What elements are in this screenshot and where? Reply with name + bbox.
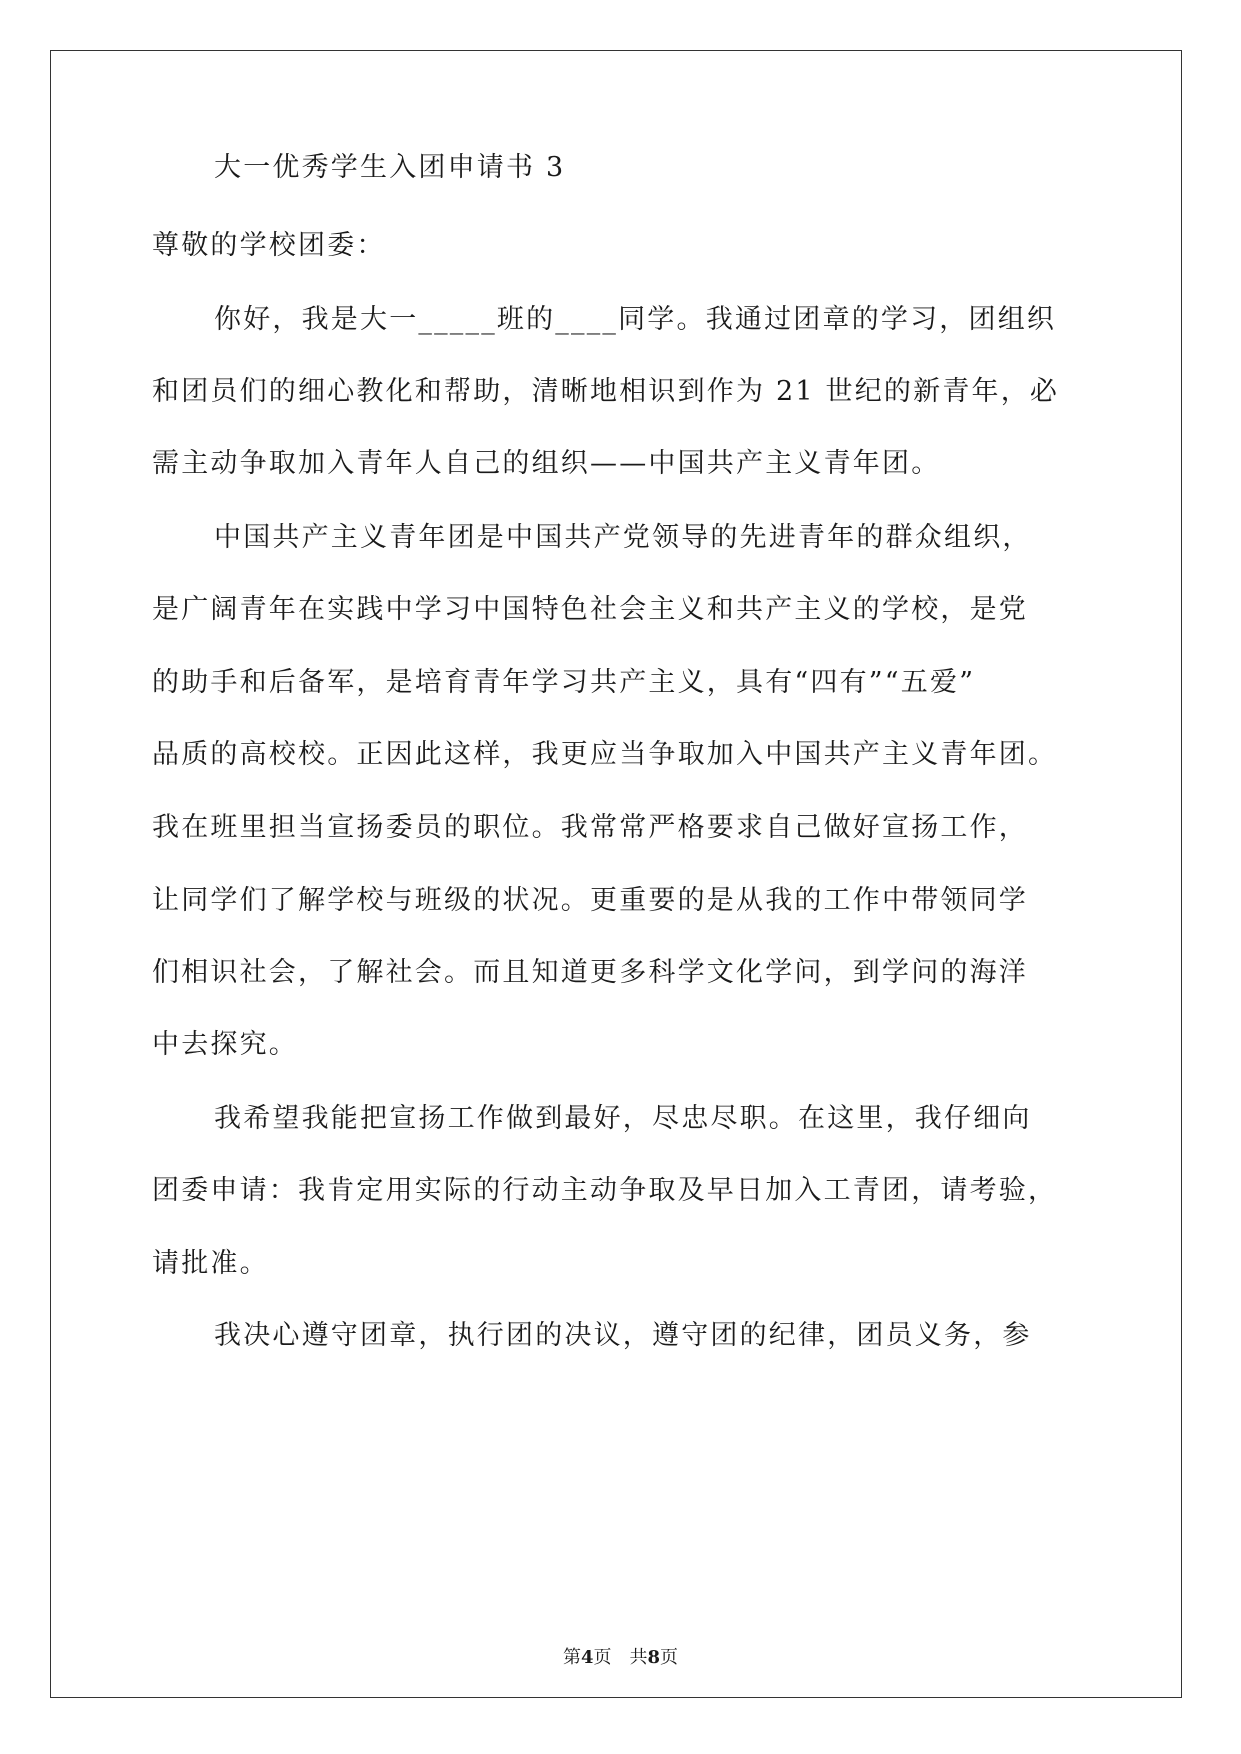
paragraph-line: 请批准。 (152, 1248, 269, 1279)
paragraph-line: 我决心遵守团章，执行团的决议，遵守团的纪律，团员义务，参 (214, 1320, 1032, 1351)
paragraph-line: 们相识社会，了解社会。而且知道更多科学文化学问，到学问的海洋 (152, 957, 1028, 988)
paragraph-line: 团委申请：我肯定用实际的行动主动争取及早日加入工青团，请考验， (152, 1175, 1058, 1206)
document-title: 大一优秀学生入团申请书 3 (214, 152, 566, 183)
total-suffix: 页 (660, 1647, 679, 1668)
page-number: 4 (580, 1647, 594, 1668)
total-prefix: 共 (629, 1647, 648, 1668)
total-pages: 8 (647, 1647, 661, 1668)
paragraph-line: 需主动争取加入青年人自己的组织——中国共产主义青年团。 (152, 448, 941, 479)
paragraph-line: 品质的高校校。正因此这样，我更应当争取加入中国共产主义青年团。 (152, 739, 1058, 770)
page-suffix: 页 (593, 1647, 612, 1668)
page-prefix: 第 (562, 1647, 581, 1668)
paragraph-line: 你好，我是大一_____班的____同学。我通过团章的学习，团组织 (214, 304, 1057, 335)
page-border (50, 50, 1182, 1698)
paragraph-line: 的助手和后备军，是培育青年学习共产主义，具有“四有”“五爱” (152, 667, 976, 698)
paragraph-line: 我希望我能把宣扬工作做到最好，尽忠尽职。在这里，我仔细向 (214, 1103, 1032, 1134)
paragraph-line: 中国共产主义青年团是中国共产党领导的先进青年的群众组织， (214, 522, 1032, 553)
paragraph-line: 让同学们了解学校与班级的状况。更重要的是从我的工作中带领同学 (152, 885, 1028, 916)
paragraph-line: 中去探究。 (152, 1029, 298, 1060)
page-footer (0, 1646, 1241, 1670)
paragraph-line: 和团员们的细心教化和帮助，清晰地相识到作为 21 世纪的新青年，必 (152, 376, 1060, 407)
paragraph-line: 我在班里担当宣扬委员的职位。我常常严格要求自己做好宣扬工作， (152, 812, 1028, 843)
salutation: 尊敬的学校团委： (152, 230, 386, 261)
paragraph-line: 是广阔青年在实践中学习中国特色社会主义和共产主义的学校，是党 (152, 594, 1028, 625)
